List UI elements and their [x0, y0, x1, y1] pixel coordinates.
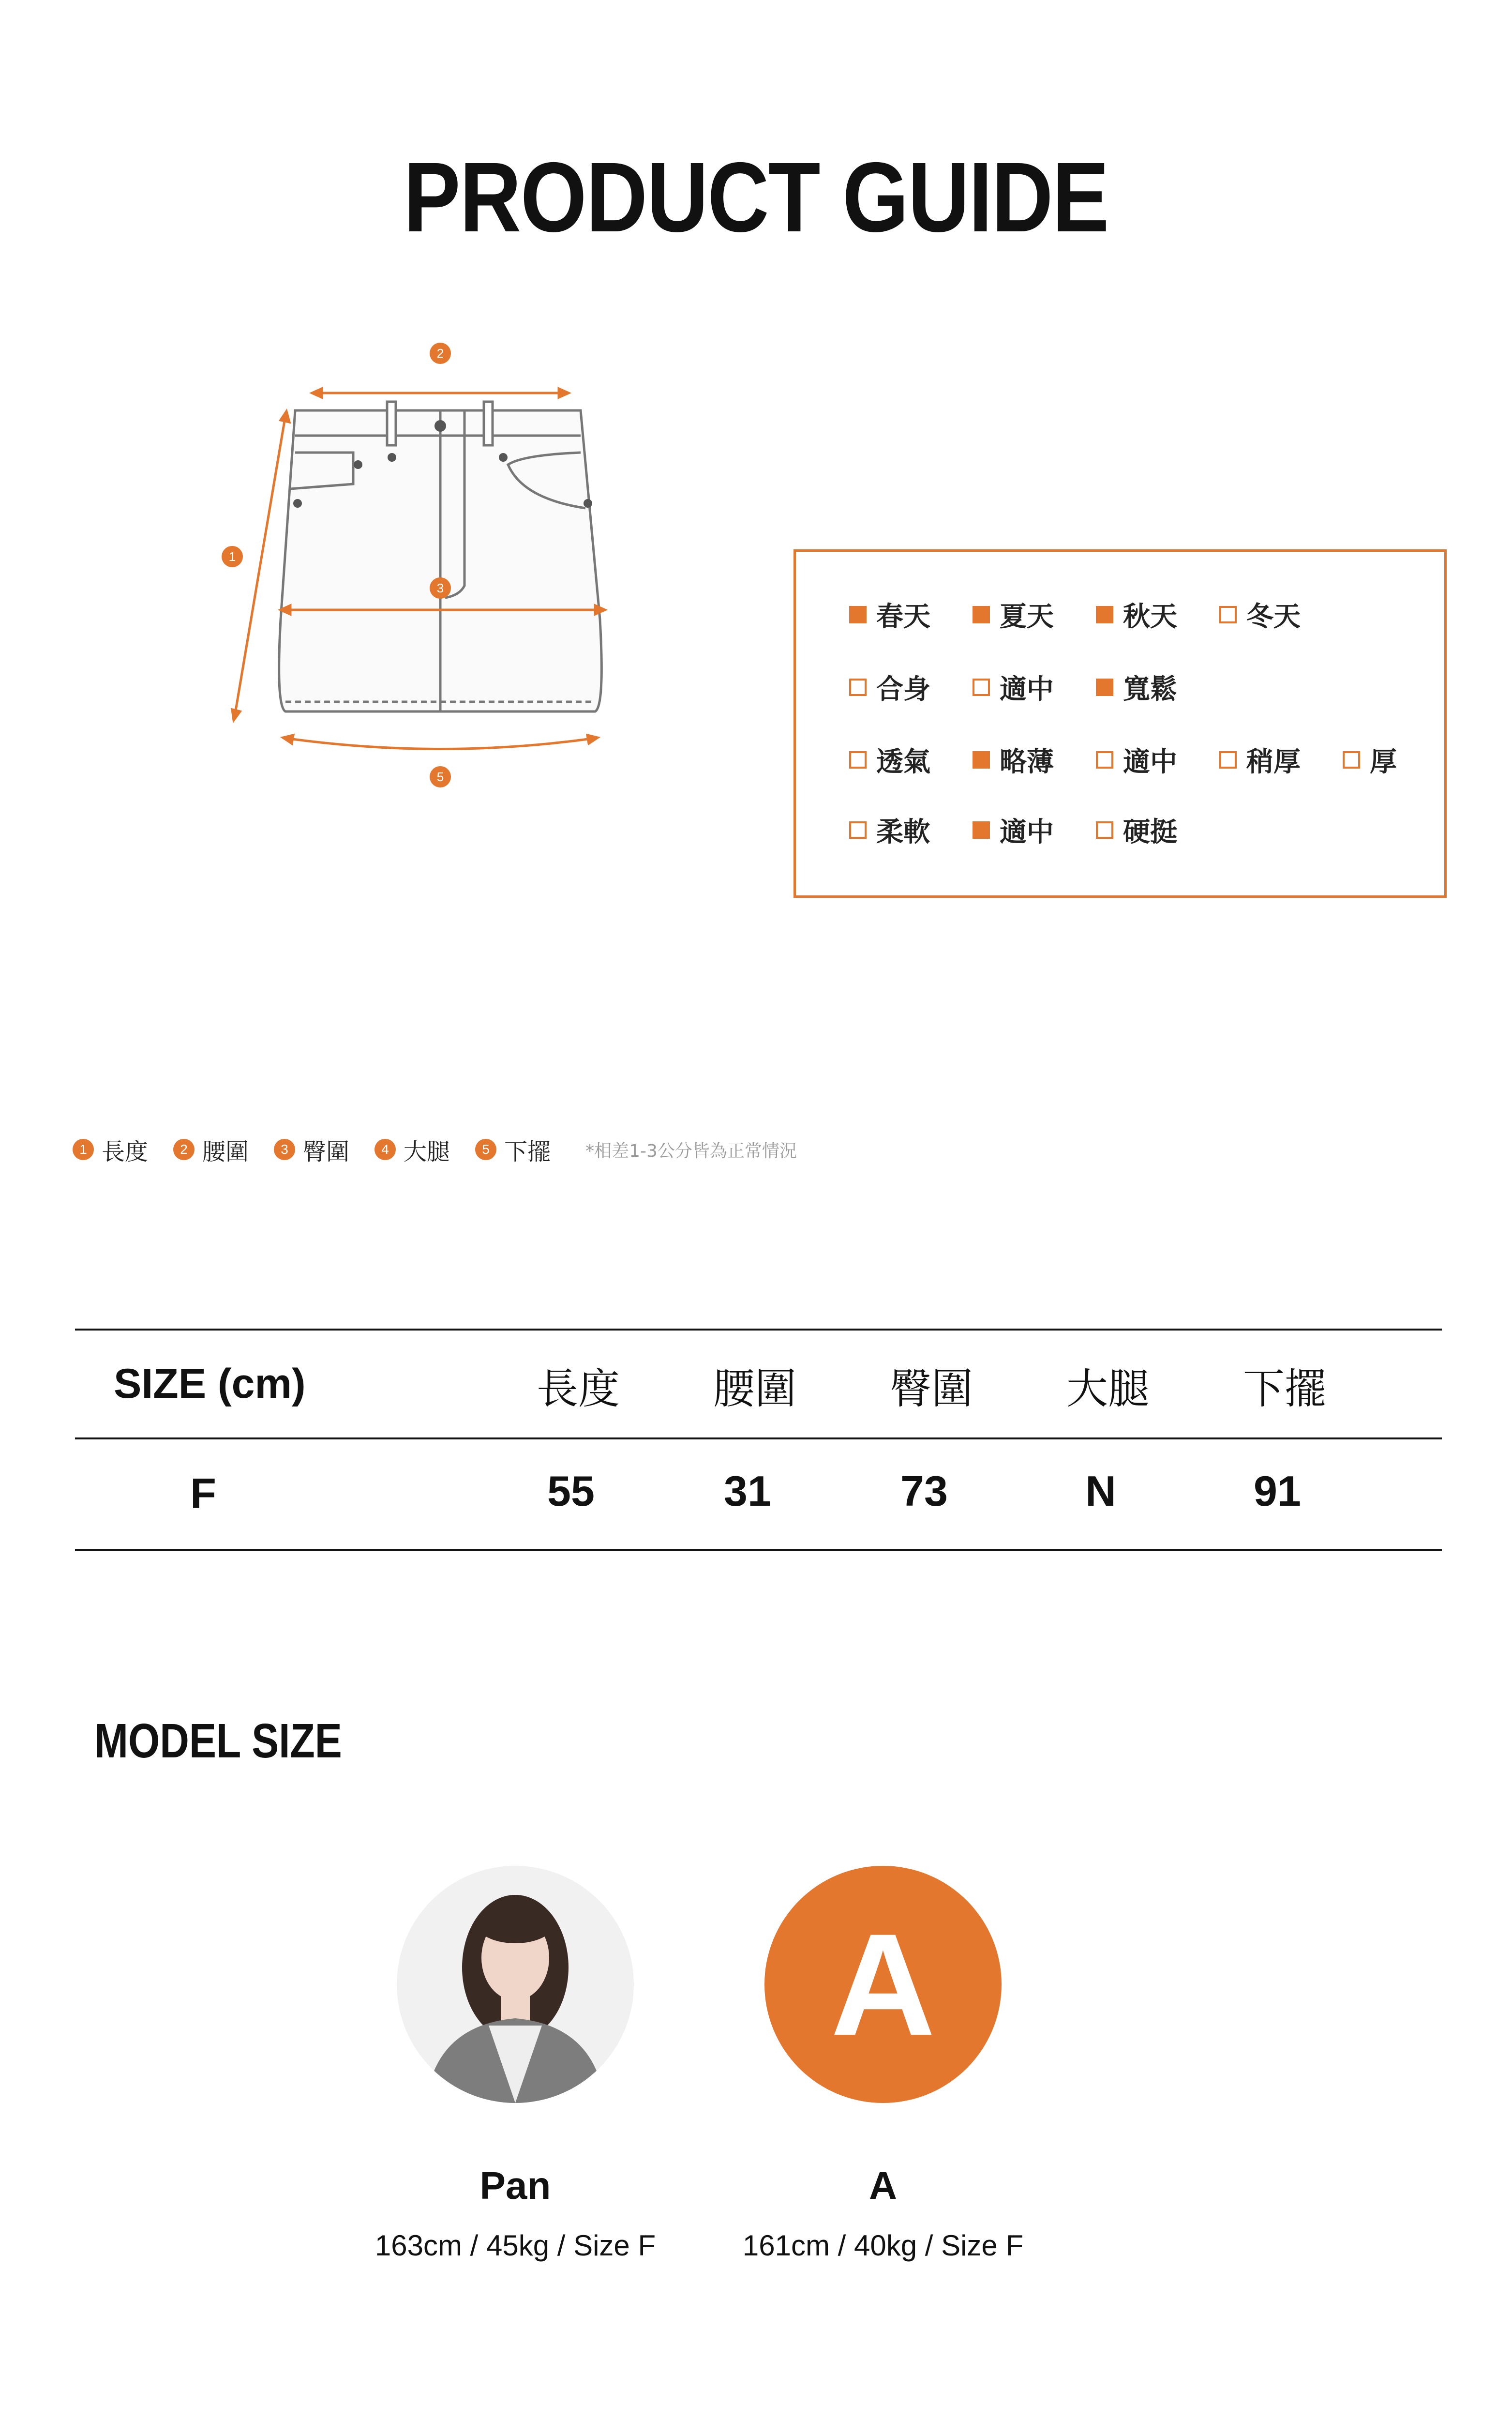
- attribute-item: [849, 741, 930, 779]
- attribute-label: 硬挺: [1123, 817, 1177, 848]
- attribute-label: 秋天: [1123, 601, 1177, 633]
- attribute-label: 透氣: [876, 746, 930, 778]
- model-size-title: MODEL SIZE: [94, 1714, 342, 1768]
- unchecked-box-icon: [1219, 751, 1237, 769]
- legend-item: [173, 1133, 249, 1166]
- attribute-label: 厚: [1370, 746, 1397, 778]
- attribute-item: [1096, 811, 1177, 849]
- unchecked-box-icon: [973, 679, 990, 696]
- table-cell: 31: [724, 1467, 771, 1515]
- avatar-letter: A: [830, 1903, 936, 2066]
- marker-2: 2: [436, 346, 444, 361]
- checked-box-icon: [1096, 679, 1113, 696]
- legend-number-badge: 5: [475, 1139, 496, 1160]
- model-name-a: A: [869, 2164, 897, 2207]
- checked-box-icon: [973, 751, 990, 769]
- table-cell: 55: [547, 1467, 595, 1515]
- measurement-legend: [73, 1130, 797, 1169]
- attribute-item: [1219, 595, 1301, 634]
- legend-number-badge: 3: [274, 1139, 295, 1160]
- attribute-label: 合身: [876, 674, 930, 705]
- unchecked-box-icon: [1096, 821, 1113, 839]
- unchecked-box-icon: [849, 821, 867, 839]
- model-name-pan: Pan: [479, 2164, 551, 2207]
- attribute-item: [849, 811, 930, 849]
- legend-label: 腰圍: [202, 1138, 249, 1165]
- attribute-item: [973, 741, 1054, 779]
- unchecked-box-icon: [849, 679, 867, 696]
- model-avatar-a: [764, 1866, 1002, 2103]
- checked-box-icon: [973, 821, 990, 839]
- attribute-item: [849, 595, 930, 634]
- attribute-label: 柔軟: [876, 817, 930, 848]
- legend-number-badge: 4: [374, 1139, 396, 1160]
- unchecked-box-icon: [849, 751, 867, 769]
- unchecked-box-icon: [1343, 751, 1360, 769]
- unchecked-box-icon: [1096, 751, 1113, 769]
- legend-label: 大腿: [404, 1138, 450, 1165]
- checked-box-icon: [849, 606, 867, 623]
- marker-3: 3: [436, 581, 444, 595]
- attribute-label: 適中: [1123, 746, 1177, 778]
- skirt-diagram: [213, 334, 648, 794]
- column-header: 臀圍: [890, 1365, 973, 1413]
- legend-item: [274, 1133, 349, 1166]
- legend-label: 臀圍: [303, 1138, 350, 1165]
- table-cell: 73: [900, 1467, 948, 1515]
- attribute-item: [1096, 668, 1177, 707]
- column-header: 下擺: [1243, 1365, 1326, 1413]
- attribute-label: 略薄: [1000, 746, 1054, 778]
- unchecked-box-icon: [1219, 606, 1237, 623]
- marker-5: 5: [436, 770, 444, 784]
- model-stats-a: 161cm / 40kg / Size F: [742, 2229, 1024, 2262]
- checked-box-icon: [973, 606, 990, 623]
- column-header: 大腿: [1066, 1365, 1150, 1413]
- legend-item: [73, 1133, 148, 1166]
- table-top-rule: [75, 1329, 1442, 1331]
- size-label: F: [190, 1469, 216, 1517]
- attribute-item: [1096, 595, 1177, 634]
- checked-box-icon: [1096, 606, 1113, 623]
- legend-label: 下擺: [504, 1138, 551, 1165]
- model-stats-pan: 163cm / 45kg / Size F: [374, 2229, 656, 2262]
- legend-note: *相差1-3公分皆為正常情況: [585, 1141, 797, 1161]
- table-cell: 91: [1254, 1467, 1301, 1515]
- column-header: 腰圍: [713, 1365, 796, 1413]
- legend-item: [475, 1133, 551, 1166]
- attribute-label: 夏天: [1000, 601, 1054, 633]
- model-photo-pan: [397, 1866, 634, 2103]
- attribute-label: 冬天: [1246, 601, 1301, 633]
- attribute-item: [849, 668, 930, 707]
- page-title: PRODUCT GUIDE: [404, 142, 1108, 253]
- attribute-item: [1219, 741, 1301, 779]
- legend-item: [374, 1133, 450, 1166]
- attribute-item: [1343, 741, 1397, 779]
- attribute-item: [973, 668, 1054, 707]
- attribute-item: [973, 595, 1054, 634]
- table-mid-rule: [75, 1437, 1442, 1439]
- attribute-label: 適中: [1000, 674, 1054, 705]
- attribute-label: 春天: [876, 601, 930, 633]
- marker-1: 1: [228, 549, 236, 564]
- table-cell: N: [1085, 1467, 1116, 1515]
- attribute-label: 寬鬆: [1123, 674, 1177, 705]
- attribute-item: [1096, 741, 1177, 779]
- attribute-label: 稍厚: [1246, 746, 1301, 778]
- attribute-item: [973, 811, 1054, 849]
- legend-label: 長度: [102, 1138, 149, 1165]
- fabric-attributes-box: [793, 549, 1447, 898]
- legend-number-badge: 1: [73, 1139, 94, 1160]
- column-header: 長度: [537, 1365, 620, 1413]
- legend-number-badge: 2: [173, 1139, 195, 1160]
- size-header: SIZE (cm): [114, 1361, 306, 1407]
- table-bottom-rule: [75, 1549, 1442, 1551]
- attribute-label: 適中: [1000, 817, 1054, 848]
